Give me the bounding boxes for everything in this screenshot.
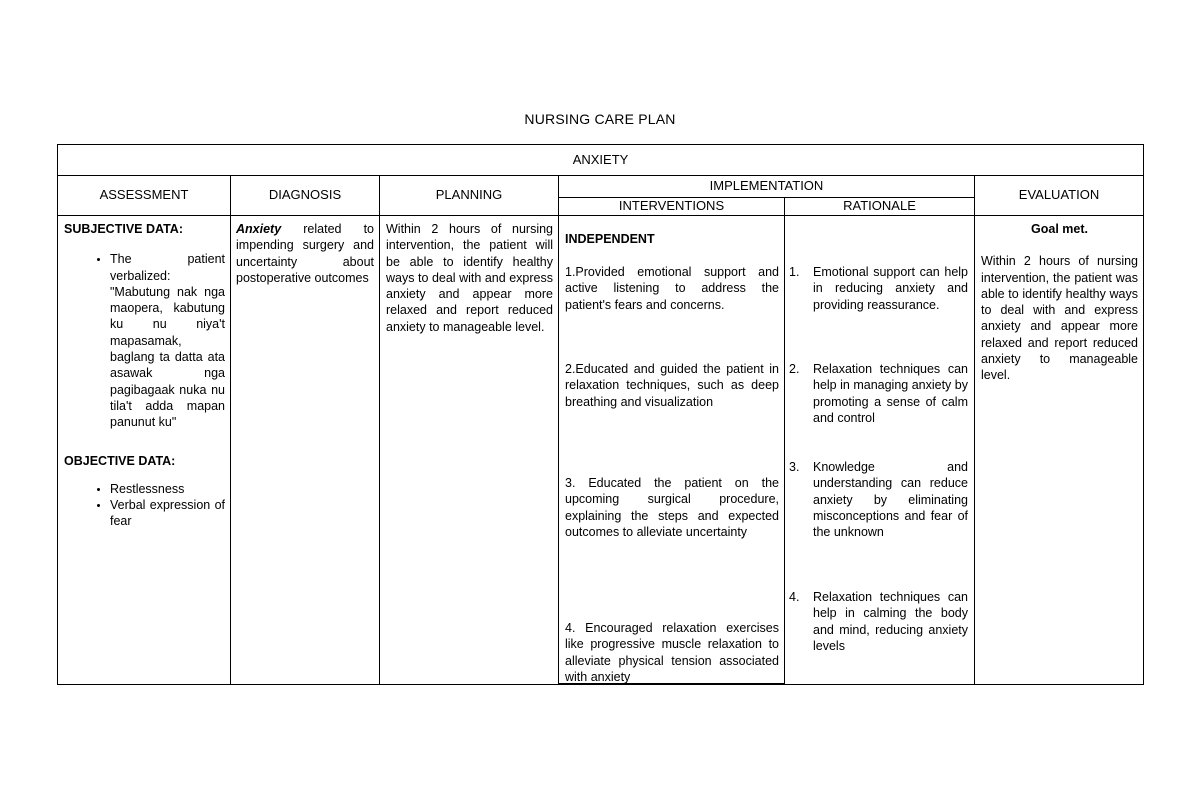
objective-data-list	[64, 481, 225, 530]
header-diagnosis: DIAGNOSIS	[231, 176, 380, 216]
objective-data-label: OBJECTIVE DATA:	[64, 453, 176, 468]
interventions-cell	[559, 216, 785, 685]
independent-label: INDEPENDENT	[565, 232, 655, 246]
intervention-item-1: 1.Provided emotional support and active listening to address the patient's fears and concerns.	[565, 265, 779, 312]
header-assessment: ASSESSMENT	[58, 176, 231, 216]
header-interventions: INTERVENTIONS	[559, 198, 785, 216]
planning-cell	[380, 216, 559, 685]
rationale-cell	[785, 216, 975, 685]
subjective-data-label: SUBJECTIVE DATA:	[64, 222, 183, 236]
planning-text: Within 2 hours of nursing intervention, the patient will be able to identify healthy ways to deal with and express anxiety and appear more relaxed and report reduced anxiety to manageable level.	[386, 222, 553, 334]
rationale-text: Relaxation techniques can help in calming the body and mind, reducing anxiety levels	[813, 590, 968, 653]
rationale-item-3	[789, 459, 968, 540]
intervention-item-2: 2.Educated and guided the patient in relaxation techniques, such as deep breathing and visualization	[565, 362, 779, 409]
rationale-item-4	[789, 589, 968, 654]
rationale-text: Knowledge and understanding can reduce anxiety by eliminating misconceptions and fear of the unknown	[813, 460, 968, 540]
list-item: • The patient verbalized: "Mabutung nak nga maopera, kabutung ku nu niya't mapasamak, baglang ta datta ata asawak nga pagibagaak nuka nu tila't adda mapan panunut ku"	[110, 251, 225, 430]
header-implementation: IMPLEMENTATION	[559, 176, 975, 198]
diagnosis-keyword: Anxiety	[236, 222, 282, 236]
table-caption: ANXIETY	[58, 145, 1144, 176]
rationale-number: 4.	[789, 590, 800, 604]
header-planning: PLANNING	[380, 176, 559, 216]
rationale-text: Emotional support can help in reducing anxiety and providing reassurance.	[813, 265, 968, 312]
subjective-data-list	[64, 251, 225, 430]
rationale-item-1	[789, 264, 968, 313]
intervention-item-3: 3. Educated the patient on the upcoming surgical procedure, explaining the steps and expected outcomes to alleviate uncertainty	[565, 476, 779, 539]
evaluation-cell	[975, 216, 1144, 685]
rationale-number: 1.	[789, 265, 800, 279]
intervention-item-4: 4. Encouraged relaxation exercises like progressive muscle relaxation to alleviate physical tension associated with anxiety	[565, 621, 779, 684]
evaluation-text: Within 2 hours of nursing intervention, the patient was able to identify healthy ways to deal with and express anxiety and appear more relaxed and report reduced anxiety to manageable level.	[981, 254, 1138, 383]
page-title: NURSING CARE PLAN	[524, 111, 676, 127]
rationale-number: 3.	[789, 460, 800, 474]
rationale-item-2	[789, 361, 968, 426]
rationale-number: 2.	[789, 362, 800, 376]
care-plan-table	[57, 144, 1144, 685]
assessment-cell	[58, 216, 231, 685]
goal-status: Goal met.	[1031, 222, 1088, 236]
list-item: • Restlessness	[110, 481, 225, 497]
diagnosis-cell	[231, 216, 380, 685]
diagnosis-text: related to impending surgery and uncertainty about postoperative outcomes	[236, 222, 374, 285]
header-rationale: RATIONALE	[785, 198, 975, 216]
rationale-text: Relaxation techniques can help in managing anxiety by promoting a sense of calm and control	[813, 362, 968, 425]
header-evaluation: EVALUATION	[975, 176, 1144, 216]
list-item: • Verbal expression of fear	[110, 497, 225, 530]
